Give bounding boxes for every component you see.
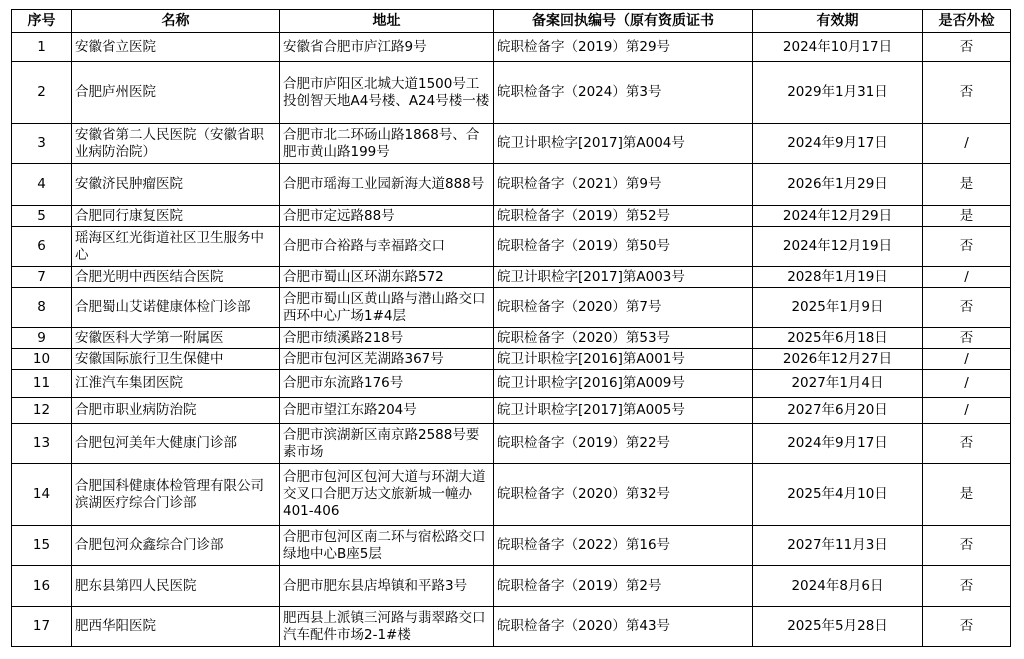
- cell-validity[interactable]: 2025年6月18日: [753, 328, 923, 349]
- header-external[interactable]: 是否外检: [923, 10, 1011, 33]
- cell-name[interactable]: 合肥庐州医院: [72, 62, 280, 124]
- table-row: [12, 398, 1011, 424]
- cell-address[interactable]: 合肥市蜀山区环湖东路572: [280, 267, 494, 288]
- cell-no[interactable]: 13: [12, 424, 72, 464]
- cell-validity[interactable]: 2028年1月19日: [753, 267, 923, 288]
- cell-external[interactable]: 是: [923, 464, 1011, 526]
- cell-name[interactable]: 安徽医科大学第一附属医: [72, 328, 280, 349]
- cell-record[interactable]: 皖职检备字（2020）第32号: [494, 464, 753, 526]
- cell-name[interactable]: 江淮汽车集团医院: [72, 370, 280, 398]
- cell-validity[interactable]: 2027年6月20日: [753, 398, 923, 424]
- cell-external[interactable]: 否: [923, 227, 1011, 267]
- cell-name[interactable]: 肥西华阳医院: [72, 607, 280, 647]
- cell-address[interactable]: 合肥市包河区包河大道与环湖大道交叉口合肥万达文旅新城一幢办401-406: [280, 464, 494, 526]
- cell-validity[interactable]: 2024年9月17日: [753, 124, 923, 164]
- cell-external[interactable]: 否: [923, 62, 1011, 124]
- cell-no[interactable]: 11: [12, 370, 72, 398]
- cell-record[interactable]: 皖卫计职检字[2016]第A009号: [494, 370, 753, 398]
- cell-validity[interactable]: 2027年11月3日: [753, 526, 923, 566]
- cell-external[interactable]: /: [923, 267, 1011, 288]
- cell-no[interactable]: 10: [12, 349, 72, 370]
- cell-validity[interactable]: 2024年8月6日: [753, 566, 923, 607]
- cell-external[interactable]: 是: [923, 206, 1011, 227]
- cell-external[interactable]: 否: [923, 526, 1011, 566]
- cell-record[interactable]: 皖职检备字（2019）第52号: [494, 206, 753, 227]
- cell-no[interactable]: 15: [12, 526, 72, 566]
- cell-address[interactable]: 合肥市东流路176号: [280, 370, 494, 398]
- cell-validity[interactable]: 2025年1月9日: [753, 288, 923, 328]
- cell-external[interactable]: 否: [923, 607, 1011, 647]
- cell-name[interactable]: 合肥包河美年大健康门诊部: [72, 424, 280, 464]
- cell-address[interactable]: 安徽省合肥市庐江路9号: [280, 33, 494, 62]
- cell-validity[interactable]: 2025年4月10日: [753, 464, 923, 526]
- cell-address[interactable]: 合肥市北二环砀山路1868号、合肥市黄山路199号: [280, 124, 494, 164]
- cell-external[interactable]: 否: [923, 328, 1011, 349]
- cell-address[interactable]: 合肥市滨湖新区南京路2588号要素市场: [280, 424, 494, 464]
- header-name[interactable]: 名称: [72, 10, 280, 33]
- cell-no[interactable]: 5: [12, 206, 72, 227]
- cell-record[interactable]: 皖职检备字（2020）第53号: [494, 328, 753, 349]
- header-row: [12, 10, 1011, 33]
- cell-no[interactable]: 6: [12, 227, 72, 267]
- cell-external[interactable]: 否: [923, 33, 1011, 62]
- cell-name[interactable]: 合肥市职业病防治院: [72, 398, 280, 424]
- cell-external[interactable]: 否: [923, 288, 1011, 328]
- cell-address[interactable]: 合肥市定远路88号: [280, 206, 494, 227]
- cell-name[interactable]: 合肥同行康复医院: [72, 206, 280, 227]
- cell-validity[interactable]: 2024年12月19日: [753, 227, 923, 267]
- header-address[interactable]: 地址: [280, 10, 494, 33]
- cell-no[interactable]: 8: [12, 288, 72, 328]
- cell-external[interactable]: 否: [923, 424, 1011, 464]
- cell-no[interactable]: 4: [12, 164, 72, 206]
- header-no[interactable]: 序号: [12, 10, 72, 33]
- table-row: [12, 124, 1011, 164]
- cell-name[interactable]: 安徽省立医院: [72, 33, 280, 62]
- cell-name[interactable]: 瑶海区红光街道社区卫生服务中心: [72, 227, 280, 267]
- cell-no[interactable]: 17: [12, 607, 72, 647]
- cell-name[interactable]: 合肥光明中西医结合医院: [72, 267, 280, 288]
- table-row: [12, 370, 1011, 398]
- cell-record[interactable]: 皖职检备字（2019）第2号: [494, 566, 753, 607]
- table-row: [12, 566, 1011, 607]
- cell-name[interactable]: 肥东县第四人民医院: [72, 566, 280, 607]
- cell-no[interactable]: 7: [12, 267, 72, 288]
- spreadsheet-region: [11, 9, 1011, 647]
- institution-table: [11, 9, 1011, 647]
- cell-validity[interactable]: 2029年1月31日: [753, 62, 923, 124]
- cell-record[interactable]: 皖卫计职检字[2017]第A004号: [494, 124, 753, 164]
- cell-name[interactable]: 合肥蜀山艾诺健康体检门诊部: [72, 288, 280, 328]
- cell-record[interactable]: 皖职检备字（2019）第22号: [494, 424, 753, 464]
- table-row: [12, 164, 1011, 206]
- table-row: [12, 267, 1011, 288]
- cell-record[interactable]: 皖职检备字（2024）第3号: [494, 62, 753, 124]
- cell-name[interactable]: 安徽省第二人民医院（安徽省职业病防治院）: [72, 124, 280, 164]
- cell-address[interactable]: 合肥市包河区南二环与宿松路交口绿地中心B座5层: [280, 526, 494, 566]
- cell-name[interactable]: 安徽国际旅行卫生保健中: [72, 349, 280, 370]
- cell-record[interactable]: 皖卫计职检字[2016]第A001号: [494, 349, 753, 370]
- cell-address[interactable]: 合肥市合裕路与幸福路交口: [280, 227, 494, 267]
- header-record[interactable]: 备案回执编号（原有资质证书: [494, 10, 753, 33]
- cell-validity[interactable]: 2026年1月29日: [753, 164, 923, 206]
- cell-record[interactable]: 皖职检备字（2020）第7号: [494, 288, 753, 328]
- cell-address[interactable]: 合肥市肥东县店埠镇和平路3号: [280, 566, 494, 607]
- table-row: [12, 464, 1011, 526]
- cell-validity[interactable]: 2025年5月28日: [753, 607, 923, 647]
- cell-address[interactable]: 合肥市瑶海工业园新海大道888号: [280, 164, 494, 206]
- cell-validity[interactable]: 2024年10月17日: [753, 33, 923, 62]
- table-row: [12, 288, 1011, 328]
- cell-external[interactable]: /: [923, 349, 1011, 370]
- cell-address[interactable]: 合肥市庐阳区北城大道1500号工投创智天地A4号楼、A24号楼一楼: [280, 62, 494, 124]
- cell-external[interactable]: 否: [923, 566, 1011, 607]
- header-validity[interactable]: 有效期: [753, 10, 923, 33]
- cell-no[interactable]: 2: [12, 62, 72, 124]
- table-row: [12, 607, 1011, 647]
- cell-record[interactable]: 皖职检备字（2020）第43号: [494, 607, 753, 647]
- cell-record[interactable]: 皖卫计职检字[2017]第A003号: [494, 267, 753, 288]
- cell-record[interactable]: 皖卫计职检字[2017]第A005号: [494, 398, 753, 424]
- cell-record[interactable]: 皖职检备字（2022）第16号: [494, 526, 753, 566]
- cell-external[interactable]: /: [923, 370, 1011, 398]
- cell-address[interactable]: 肥西县上派镇三河路与翡翠路交口汽车配件市场2-1#楼: [280, 607, 494, 647]
- cell-external[interactable]: /: [923, 124, 1011, 164]
- cell-name[interactable]: 合肥国科健康体检管理有限公司滨湖医疗综合门诊部: [72, 464, 280, 526]
- cell-record[interactable]: 皖职检备字（2019）第50号: [494, 227, 753, 267]
- table-row: [12, 424, 1011, 464]
- cell-no[interactable]: 16: [12, 566, 72, 607]
- cell-no[interactable]: 14: [12, 464, 72, 526]
- cell-validity[interactable]: 2024年12月29日: [753, 206, 923, 227]
- table-row: [12, 227, 1011, 267]
- table-row: [12, 526, 1011, 566]
- cell-external[interactable]: 是: [923, 164, 1011, 206]
- cell-no[interactable]: 3: [12, 124, 72, 164]
- cell-validity[interactable]: 2027年1月4日: [753, 370, 923, 398]
- table-row: [12, 62, 1011, 124]
- cell-no[interactable]: 12: [12, 398, 72, 424]
- table-row: [12, 33, 1011, 62]
- cell-external[interactable]: /: [923, 398, 1011, 424]
- cell-address[interactable]: 合肥市绩溪路218号: [280, 328, 494, 349]
- cell-record[interactable]: 皖职检备字（2019）第29号: [494, 33, 753, 62]
- cell-address[interactable]: 合肥市包河区芜湖路367号: [280, 349, 494, 370]
- cell-validity[interactable]: 2026年12月27日: [753, 349, 923, 370]
- cell-name[interactable]: 合肥包河众鑫综合门诊部: [72, 526, 280, 566]
- cell-record[interactable]: 皖职检备字（2021）第9号: [494, 164, 753, 206]
- cell-no[interactable]: 9: [12, 328, 72, 349]
- table-row: [12, 349, 1011, 370]
- cell-validity[interactable]: 2024年9月17日: [753, 424, 923, 464]
- table-row: [12, 328, 1011, 349]
- cell-address[interactable]: 合肥市望江东路204号: [280, 398, 494, 424]
- cell-address[interactable]: 合肥市蜀山区黄山路与潜山路交口西环中心广场1#4层: [280, 288, 494, 328]
- cell-name[interactable]: 安徽济民肿瘤医院: [72, 164, 280, 206]
- table-row: [12, 206, 1011, 227]
- cell-no[interactable]: 1: [12, 33, 72, 62]
